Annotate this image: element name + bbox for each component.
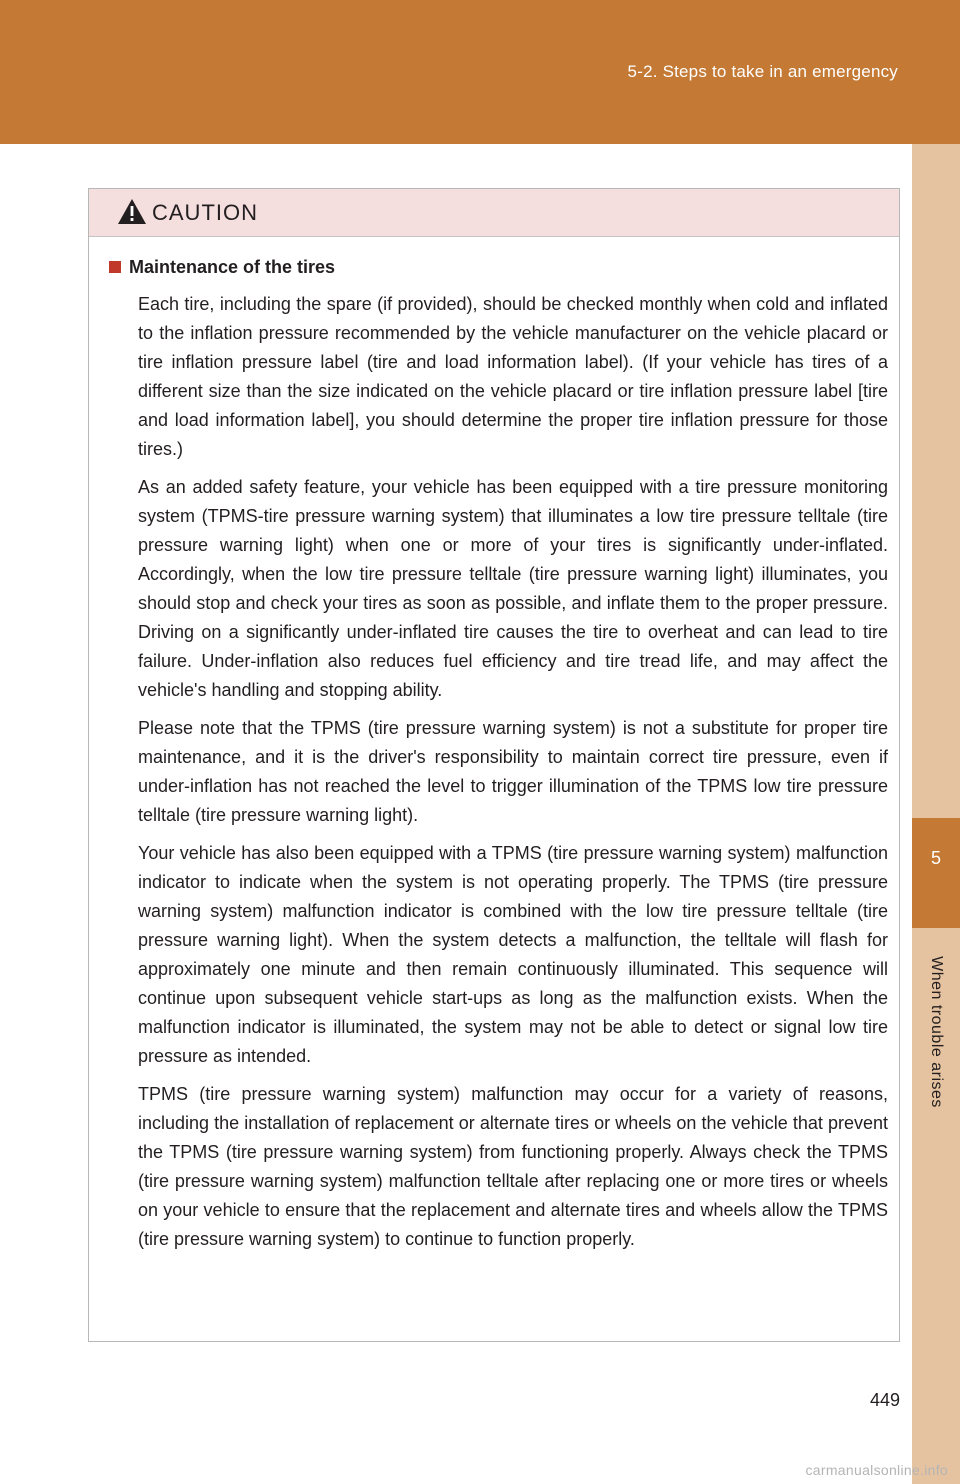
paragraph: As an added safety feature, your vehicle has been equipped with a tire pressure monitoring system (TPMS-tire pressure warning system) that illuminates a low tire pressure telltale (tire pressure warning light) when one or more of your tires is significantly under-inflated. Accordingly, when the low tire pressure telltale (tire pressure warning light) illuminates, you should stop and check your tires as soon as possible, and inflate them to the proper pressure. Driving on a significantly under-inflated tire causes the tire to overheat and can lead to tire failure. Under-inflation also reduces fuel efficiency and tire tread life, and may affect the vehicle's handling and stopping ability. [138, 477, 888, 700]
section-title: 5-2. Steps to take in an emergency [627, 62, 898, 81]
caution-content [89, 237, 899, 1254]
paragraph: Please note that the TPMS (tire pressure warning system) is not a substitute for proper tire maintenance, and it is the driver's responsibility to maintain correct tire pressure, even if under-inflation has not reached the level to trigger illumination of the TPMS low tire pressure telltale (tire pressure warning light). [138, 718, 888, 825]
chapter-tab [912, 818, 960, 928]
chapter-title: When trouble arises [928, 956, 945, 1108]
bullet-square-icon [109, 261, 121, 273]
header-band [0, 0, 960, 144]
subheading-text: Maintenance of the tires [129, 257, 336, 277]
watermark: carmanualsonline.info [805, 1462, 948, 1478]
subheading [109, 257, 888, 278]
chapter-number: 5 [930, 848, 941, 868]
caution-label: CAUTION [152, 200, 258, 225]
warning-triangle-icon [117, 198, 147, 225]
side-strip [912, 144, 960, 1484]
paragraph: Your vehicle has also been equipped with a TPMS (tire pressure warning system) malfunction indicator to indicate when the system is not operating properly. The TPMS (tire pressure warning system) malfunction indicator is combined with the low tire pressure telltale (tire pressure warning light). When the system detects a malfunction, the telltale will flash for approximately one minute and then remain continuously illuminated. This sequence will continue upon subsequent vehicle start-ups as long as the malfunction exists. When the malfunction indicator is illuminated, the system may not be able to detect or signal low tire pressure as intended. [138, 843, 888, 1066]
paragraph: TPMS (tire pressure warning system) malfunction may occur for a variety of reasons, including the installation of replacement or alternate tires or wheels on the vehicle that prevent the TPMS (tire pressure warning system) from functioning properly. Always check the TPMS (tire pressure warning system) malfunction telltale after replacing one or more tires or wheels on your vehicle to ensure that the replacement and alternate tires and wheels allow the TPMS (tire pressure warning system) to continue to function properly. [138, 1084, 888, 1249]
caution-box [88, 188, 900, 1342]
paragraph: Each tire, including the spare (if provided), should be checked monthly when cold and inflated to the inflation pressure recommended by the vehicle manufacturer on the vehicle placard or tire inflation pressure label (tire and load information label). (If your vehicle has tires of a different size than the size indicated on the vehicle placard or tire inflation pressure label [tire and load information label], you should determine the proper tire inflation pressure for those tires.) [138, 294, 888, 459]
page-number: 449 [869, 1390, 900, 1410]
caution-header [89, 189, 899, 237]
